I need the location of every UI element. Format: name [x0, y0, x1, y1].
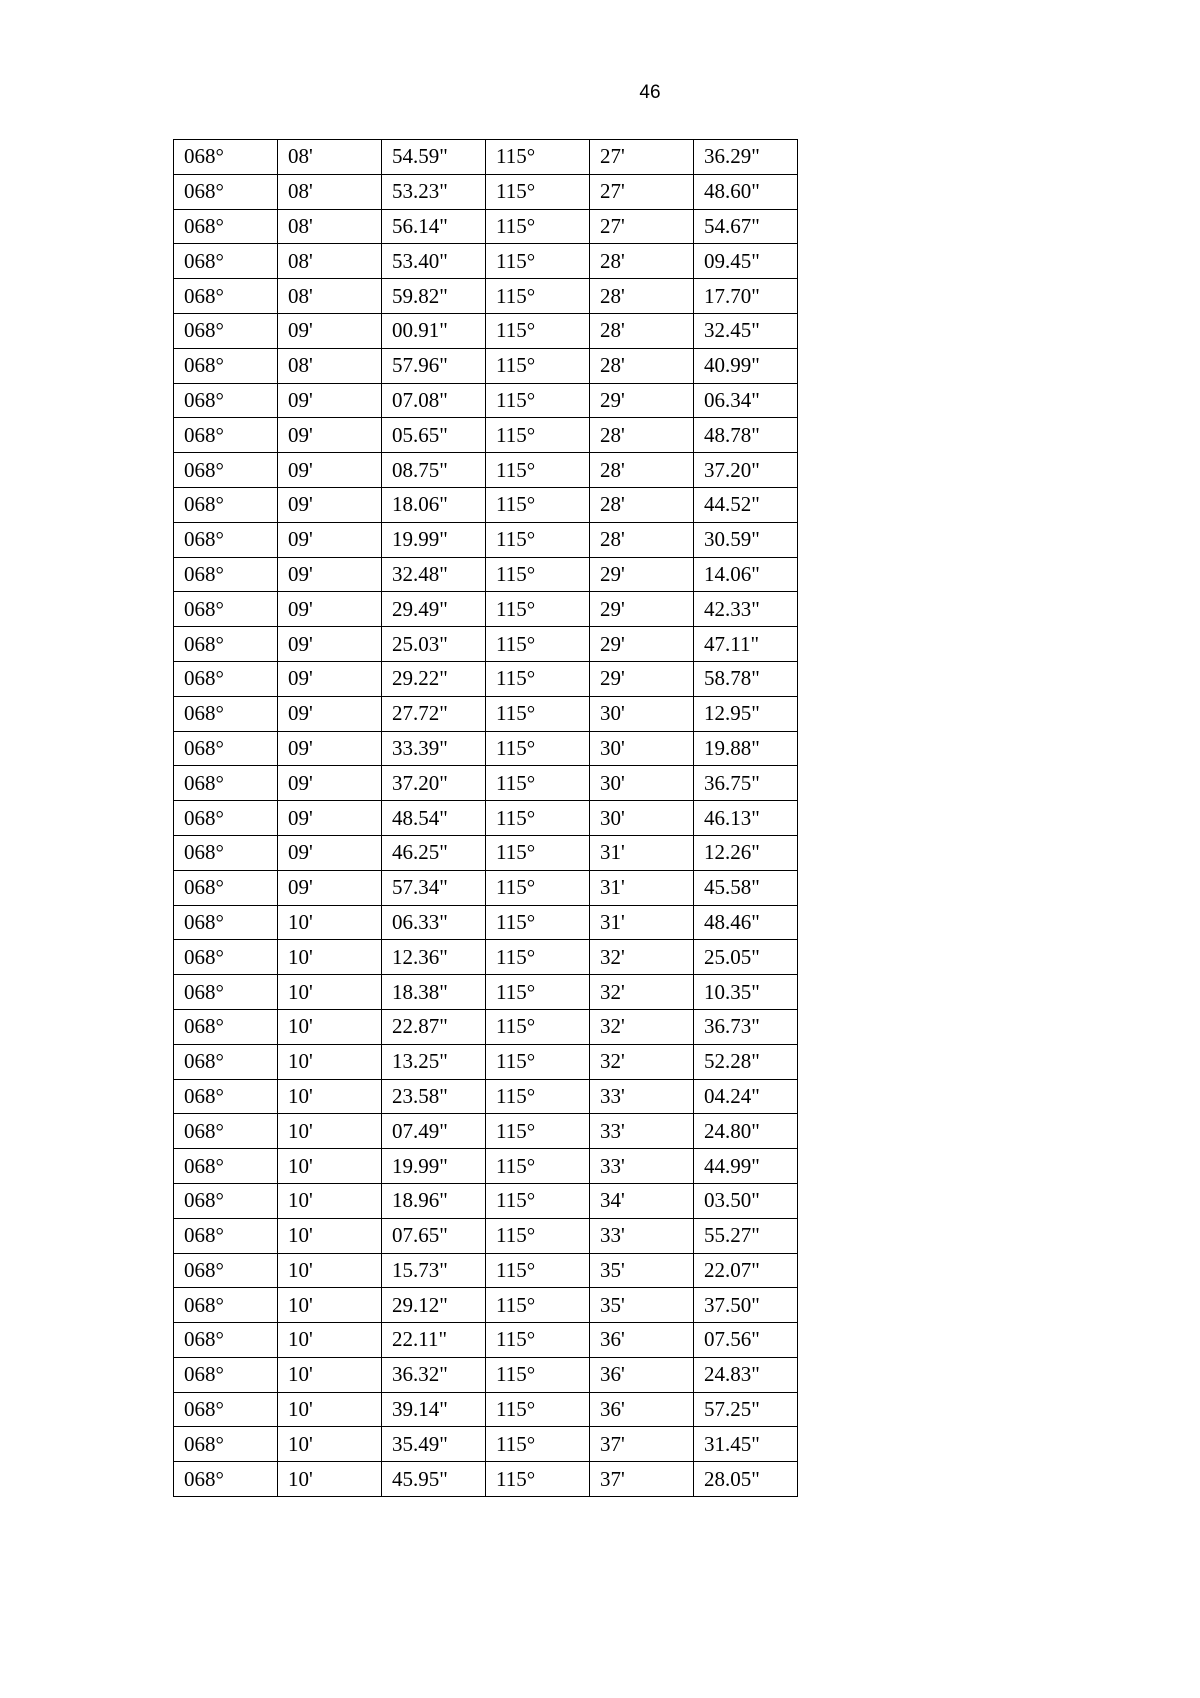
cell-lat-seconds: 33.39" [382, 731, 486, 766]
cell-lon-minutes: 28' [590, 522, 694, 557]
cell-lon-degrees: 115° [486, 870, 590, 905]
table-row [174, 418, 798, 453]
cell-lat-minutes: 10' [278, 1357, 382, 1392]
cell-lat-degrees: 068° [174, 1392, 278, 1427]
cell-lon-degrees: 115° [486, 1288, 590, 1323]
table-row [174, 244, 798, 279]
cell-lon-degrees: 115° [486, 174, 590, 209]
cell-lat-seconds: 37.20" [382, 766, 486, 801]
table-row [174, 279, 798, 314]
cell-lon-seconds: 28.05" [694, 1462, 798, 1497]
cell-lon-seconds: 48.60" [694, 174, 798, 209]
cell-lon-seconds: 57.25" [694, 1392, 798, 1427]
table-row [174, 766, 798, 801]
cell-lat-minutes: 10' [278, 975, 382, 1010]
table-row [174, 1079, 798, 1114]
cell-lon-seconds: 12.95" [694, 696, 798, 731]
cell-lat-degrees: 068° [174, 1149, 278, 1184]
cell-lat-seconds: 15.73" [382, 1253, 486, 1288]
table-row [174, 1044, 798, 1079]
cell-lat-degrees: 068° [174, 661, 278, 696]
table-row [174, 627, 798, 662]
cell-lat-degrees: 068° [174, 766, 278, 801]
cell-lon-minutes: 35' [590, 1288, 694, 1323]
cell-lon-minutes: 30' [590, 766, 694, 801]
cell-lat-minutes: 08' [278, 244, 382, 279]
table-row [174, 592, 798, 627]
cell-lat-minutes: 09' [278, 835, 382, 870]
cell-lon-degrees: 115° [486, 487, 590, 522]
table-row [174, 1218, 798, 1253]
cell-lat-degrees: 068° [174, 557, 278, 592]
cell-lon-seconds: 37.50" [694, 1288, 798, 1323]
cell-lat-degrees: 068° [174, 940, 278, 975]
cell-lon-minutes: 37' [590, 1462, 694, 1497]
cell-lat-degrees: 068° [174, 835, 278, 870]
cell-lon-minutes: 31' [590, 835, 694, 870]
table-row [174, 1392, 798, 1427]
cell-lon-degrees: 115° [486, 627, 590, 662]
cell-lon-degrees: 115° [486, 1218, 590, 1253]
cell-lon-seconds: 42.33" [694, 592, 798, 627]
cell-lat-degrees: 068° [174, 1183, 278, 1218]
cell-lat-seconds: 54.59" [382, 140, 486, 175]
cell-lat-degrees: 068° [174, 1253, 278, 1288]
cell-lon-degrees: 115° [486, 905, 590, 940]
cell-lon-minutes: 32' [590, 1044, 694, 1079]
cell-lon-minutes: 36' [590, 1392, 694, 1427]
cell-lat-seconds: 07.65" [382, 1218, 486, 1253]
cell-lon-seconds: 04.24" [694, 1079, 798, 1114]
cell-lon-degrees: 115° [486, 731, 590, 766]
cell-lon-seconds: 14.06" [694, 557, 798, 592]
cell-lon-degrees: 115° [486, 244, 590, 279]
cell-lon-minutes: 28' [590, 279, 694, 314]
cell-lon-seconds: 44.52" [694, 487, 798, 522]
cell-lon-minutes: 28' [590, 453, 694, 488]
cell-lon-degrees: 115° [486, 766, 590, 801]
cell-lat-seconds: 07.08" [382, 383, 486, 418]
cell-lon-minutes: 30' [590, 731, 694, 766]
cell-lon-minutes: 27' [590, 209, 694, 244]
cell-lat-seconds: 53.40" [382, 244, 486, 279]
cell-lat-minutes: 10' [278, 1462, 382, 1497]
cell-lon-seconds: 22.07" [694, 1253, 798, 1288]
cell-lon-degrees: 115° [486, 592, 590, 627]
cell-lat-seconds: 32.48" [382, 557, 486, 592]
cell-lat-minutes: 09' [278, 766, 382, 801]
cell-lon-minutes: 29' [590, 557, 694, 592]
cell-lat-degrees: 068° [174, 279, 278, 314]
cell-lat-minutes: 09' [278, 487, 382, 522]
cell-lon-minutes: 37' [590, 1427, 694, 1462]
cell-lon-degrees: 115° [486, 1149, 590, 1184]
table-row [174, 1288, 798, 1323]
cell-lat-minutes: 10' [278, 1218, 382, 1253]
cell-lat-degrees: 068° [174, 1357, 278, 1392]
cell-lon-seconds: 36.75" [694, 766, 798, 801]
cell-lat-seconds: 13.25" [382, 1044, 486, 1079]
cell-lon-minutes: 28' [590, 348, 694, 383]
cell-lon-minutes: 29' [590, 592, 694, 627]
cell-lat-minutes: 09' [278, 522, 382, 557]
cell-lat-minutes: 08' [278, 279, 382, 314]
table-row [174, 1462, 798, 1497]
cell-lat-degrees: 068° [174, 1218, 278, 1253]
cell-lon-minutes: 33' [590, 1149, 694, 1184]
table-row [174, 661, 798, 696]
cell-lon-minutes: 28' [590, 313, 694, 348]
table-row [174, 383, 798, 418]
cell-lon-seconds: 40.99" [694, 348, 798, 383]
cell-lon-seconds: 45.58" [694, 870, 798, 905]
cell-lon-degrees: 115° [486, 522, 590, 557]
cell-lat-degrees: 068° [174, 627, 278, 662]
cell-lon-minutes: 36' [590, 1357, 694, 1392]
cell-lat-minutes: 09' [278, 557, 382, 592]
cell-lat-seconds: 29.49" [382, 592, 486, 627]
table-row [174, 731, 798, 766]
cell-lon-minutes: 30' [590, 696, 694, 731]
cell-lat-minutes: 08' [278, 348, 382, 383]
table-row [174, 348, 798, 383]
cell-lon-degrees: 115° [486, 1462, 590, 1497]
cell-lat-seconds: 06.33" [382, 905, 486, 940]
cell-lon-degrees: 115° [486, 1079, 590, 1114]
cell-lat-degrees: 068° [174, 1323, 278, 1358]
cell-lat-seconds: 25.03" [382, 627, 486, 662]
cell-lon-minutes: 34' [590, 1183, 694, 1218]
page-number: 46 [639, 82, 661, 103]
cell-lat-minutes: 10' [278, 940, 382, 975]
cell-lon-minutes: 35' [590, 1253, 694, 1288]
cell-lon-seconds: 55.27" [694, 1218, 798, 1253]
table-row [174, 1323, 798, 1358]
cell-lat-degrees: 068° [174, 1079, 278, 1114]
table-row [174, 801, 798, 836]
cell-lat-degrees: 068° [174, 209, 278, 244]
cell-lon-degrees: 115° [486, 453, 590, 488]
cell-lat-seconds: 56.14" [382, 209, 486, 244]
cell-lon-minutes: 36' [590, 1323, 694, 1358]
cell-lon-degrees: 115° [486, 835, 590, 870]
cell-lon-minutes: 29' [590, 627, 694, 662]
cell-lon-degrees: 115° [486, 313, 590, 348]
cell-lat-minutes: 10' [278, 905, 382, 940]
cell-lon-seconds: 07.56" [694, 1323, 798, 1358]
cell-lat-degrees: 068° [174, 487, 278, 522]
cell-lat-degrees: 068° [174, 418, 278, 453]
cell-lon-seconds: 09.45" [694, 244, 798, 279]
cell-lat-degrees: 068° [174, 731, 278, 766]
cell-lon-seconds: 48.78" [694, 418, 798, 453]
cell-lat-degrees: 068° [174, 1427, 278, 1462]
cell-lon-minutes: 28' [590, 244, 694, 279]
cell-lon-minutes: 32' [590, 1009, 694, 1044]
cell-lon-minutes: 32' [590, 940, 694, 975]
cell-lat-degrees: 068° [174, 1009, 278, 1044]
cell-lat-degrees: 068° [174, 522, 278, 557]
cell-lat-minutes: 10' [278, 1392, 382, 1427]
cell-lat-seconds: 35.49" [382, 1427, 486, 1462]
cell-lat-minutes: 09' [278, 731, 382, 766]
cell-lon-seconds: 03.50" [694, 1183, 798, 1218]
cell-lat-seconds: 23.58" [382, 1079, 486, 1114]
cell-lon-degrees: 115° [486, 1323, 590, 1358]
table-row [174, 522, 798, 557]
cell-lon-seconds: 24.83" [694, 1357, 798, 1392]
cell-lat-seconds: 29.12" [382, 1288, 486, 1323]
cell-lon-degrees: 115° [486, 1253, 590, 1288]
cell-lat-minutes: 08' [278, 174, 382, 209]
cell-lat-minutes: 09' [278, 418, 382, 453]
table-row [174, 487, 798, 522]
cell-lon-degrees: 115° [486, 1114, 590, 1149]
coordinates-table [173, 139, 798, 1497]
cell-lon-degrees: 115° [486, 1357, 590, 1392]
cell-lat-degrees: 068° [174, 801, 278, 836]
cell-lon-seconds: 54.67" [694, 209, 798, 244]
cell-lon-seconds: 06.34" [694, 383, 798, 418]
coordinates-table-body [174, 140, 798, 1497]
cell-lon-minutes: 33' [590, 1218, 694, 1253]
table-row [174, 1009, 798, 1044]
cell-lon-degrees: 115° [486, 1427, 590, 1462]
table-row [174, 905, 798, 940]
table-row [174, 174, 798, 209]
cell-lon-minutes: 31' [590, 905, 694, 940]
table-row [174, 313, 798, 348]
cell-lat-seconds: 08.75" [382, 453, 486, 488]
cell-lon-degrees: 115° [486, 348, 590, 383]
cell-lat-minutes: 08' [278, 209, 382, 244]
table-row [174, 870, 798, 905]
cell-lat-seconds: 57.96" [382, 348, 486, 383]
cell-lon-minutes: 29' [590, 661, 694, 696]
cell-lat-seconds: 18.96" [382, 1183, 486, 1218]
cell-lat-degrees: 068° [174, 1288, 278, 1323]
cell-lon-degrees: 115° [486, 279, 590, 314]
cell-lat-minutes: 10' [278, 1079, 382, 1114]
cell-lat-degrees: 068° [174, 383, 278, 418]
cell-lat-degrees: 068° [174, 174, 278, 209]
cell-lon-degrees: 115° [486, 1009, 590, 1044]
cell-lon-seconds: 58.78" [694, 661, 798, 696]
table-row [174, 1427, 798, 1462]
cell-lon-seconds: 48.46" [694, 905, 798, 940]
cell-lat-degrees: 068° [174, 905, 278, 940]
cell-lat-minutes: 10' [278, 1009, 382, 1044]
cell-lon-degrees: 115° [486, 418, 590, 453]
cell-lat-degrees: 068° [174, 313, 278, 348]
table-row [174, 975, 798, 1010]
cell-lon-seconds: 36.73" [694, 1009, 798, 1044]
cell-lat-seconds: 05.65" [382, 418, 486, 453]
cell-lon-degrees: 115° [486, 1392, 590, 1427]
cell-lon-seconds: 32.45" [694, 313, 798, 348]
cell-lon-seconds: 36.29" [694, 140, 798, 175]
cell-lon-minutes: 29' [590, 383, 694, 418]
cell-lat-seconds: 27.72" [382, 696, 486, 731]
cell-lat-degrees: 068° [174, 453, 278, 488]
cell-lat-degrees: 068° [174, 140, 278, 175]
cell-lon-degrees: 115° [486, 383, 590, 418]
cell-lat-minutes: 10' [278, 1288, 382, 1323]
cell-lat-minutes: 10' [278, 1114, 382, 1149]
cell-lat-minutes: 10' [278, 1323, 382, 1358]
cell-lon-degrees: 115° [486, 209, 590, 244]
cell-lat-minutes: 09' [278, 592, 382, 627]
cell-lon-seconds: 47.11" [694, 627, 798, 662]
cell-lat-seconds: 45.95" [382, 1462, 486, 1497]
cell-lon-seconds: 37.20" [694, 453, 798, 488]
cell-lon-minutes: 31' [590, 870, 694, 905]
cell-lon-seconds: 31.45" [694, 1427, 798, 1462]
cell-lat-minutes: 10' [278, 1149, 382, 1184]
cell-lat-seconds: 12.36" [382, 940, 486, 975]
cell-lat-seconds: 46.25" [382, 835, 486, 870]
cell-lon-minutes: 33' [590, 1114, 694, 1149]
cell-lat-seconds: 39.14" [382, 1392, 486, 1427]
cell-lon-degrees: 115° [486, 975, 590, 1010]
cell-lat-minutes: 10' [278, 1183, 382, 1218]
cell-lat-degrees: 068° [174, 348, 278, 383]
table-row [174, 1149, 798, 1184]
cell-lon-degrees: 115° [486, 696, 590, 731]
cell-lat-seconds: 22.11" [382, 1323, 486, 1358]
cell-lat-minutes: 09' [278, 696, 382, 731]
cell-lat-degrees: 068° [174, 1114, 278, 1149]
cell-lon-seconds: 52.28" [694, 1044, 798, 1079]
cell-lat-seconds: 53.23" [382, 174, 486, 209]
cell-lat-minutes: 09' [278, 383, 382, 418]
cell-lat-minutes: 10' [278, 1044, 382, 1079]
table-row [174, 940, 798, 975]
table-row [174, 557, 798, 592]
cell-lon-seconds: 25.05" [694, 940, 798, 975]
cell-lat-seconds: 18.38" [382, 975, 486, 1010]
cell-lon-seconds: 44.99" [694, 1149, 798, 1184]
cell-lon-degrees: 115° [486, 557, 590, 592]
cell-lat-seconds: 22.87" [382, 1009, 486, 1044]
cell-lat-degrees: 068° [174, 870, 278, 905]
cell-lon-seconds: 24.80" [694, 1114, 798, 1149]
cell-lat-seconds: 36.32" [382, 1357, 486, 1392]
cell-lat-degrees: 068° [174, 592, 278, 627]
cell-lat-degrees: 068° [174, 696, 278, 731]
cell-lon-minutes: 27' [590, 140, 694, 175]
cell-lat-degrees: 068° [174, 244, 278, 279]
table-row [174, 1114, 798, 1149]
cell-lat-seconds: 18.06" [382, 487, 486, 522]
cell-lon-degrees: 115° [486, 1044, 590, 1079]
cell-lat-minutes: 09' [278, 801, 382, 836]
cell-lon-minutes: 28' [590, 418, 694, 453]
cell-lat-minutes: 09' [278, 453, 382, 488]
cell-lon-seconds: 46.13" [694, 801, 798, 836]
cell-lat-minutes: 09' [278, 627, 382, 662]
cell-lat-degrees: 068° [174, 975, 278, 1010]
cell-lon-minutes: 27' [590, 174, 694, 209]
cell-lon-seconds: 19.88" [694, 731, 798, 766]
cell-lat-seconds: 59.82" [382, 279, 486, 314]
cell-lon-seconds: 30.59" [694, 522, 798, 557]
cell-lon-degrees: 115° [486, 1183, 590, 1218]
cell-lat-seconds: 07.49" [382, 1114, 486, 1149]
table-row [174, 835, 798, 870]
cell-lat-minutes: 08' [278, 140, 382, 175]
table-row [174, 1183, 798, 1218]
cell-lon-degrees: 115° [486, 140, 590, 175]
cell-lat-degrees: 068° [174, 1044, 278, 1079]
cell-lat-minutes: 10' [278, 1253, 382, 1288]
cell-lon-minutes: 28' [590, 487, 694, 522]
table-row [174, 453, 798, 488]
cell-lon-degrees: 115° [486, 940, 590, 975]
cell-lat-seconds: 00.91" [382, 313, 486, 348]
table-row [174, 209, 798, 244]
cell-lon-minutes: 30' [590, 801, 694, 836]
cell-lon-seconds: 10.35" [694, 975, 798, 1010]
cell-lon-minutes: 33' [590, 1079, 694, 1114]
table-row [174, 1253, 798, 1288]
cell-lon-degrees: 115° [486, 661, 590, 696]
cell-lat-minutes: 09' [278, 870, 382, 905]
cell-lat-seconds: 57.34" [382, 870, 486, 905]
cell-lon-degrees: 115° [486, 801, 590, 836]
cell-lon-seconds: 17.70" [694, 279, 798, 314]
table-row [174, 140, 798, 175]
cell-lat-minutes: 09' [278, 661, 382, 696]
table-row [174, 696, 798, 731]
cell-lat-seconds: 29.22" [382, 661, 486, 696]
cell-lat-seconds: 48.54" [382, 801, 486, 836]
cell-lat-minutes: 10' [278, 1427, 382, 1462]
cell-lon-minutes: 32' [590, 975, 694, 1010]
cell-lon-seconds: 12.26" [694, 835, 798, 870]
cell-lat-seconds: 19.99" [382, 1149, 486, 1184]
table-row [174, 1357, 798, 1392]
cell-lat-degrees: 068° [174, 1462, 278, 1497]
cell-lat-minutes: 09' [278, 313, 382, 348]
cell-lat-seconds: 19.99" [382, 522, 486, 557]
